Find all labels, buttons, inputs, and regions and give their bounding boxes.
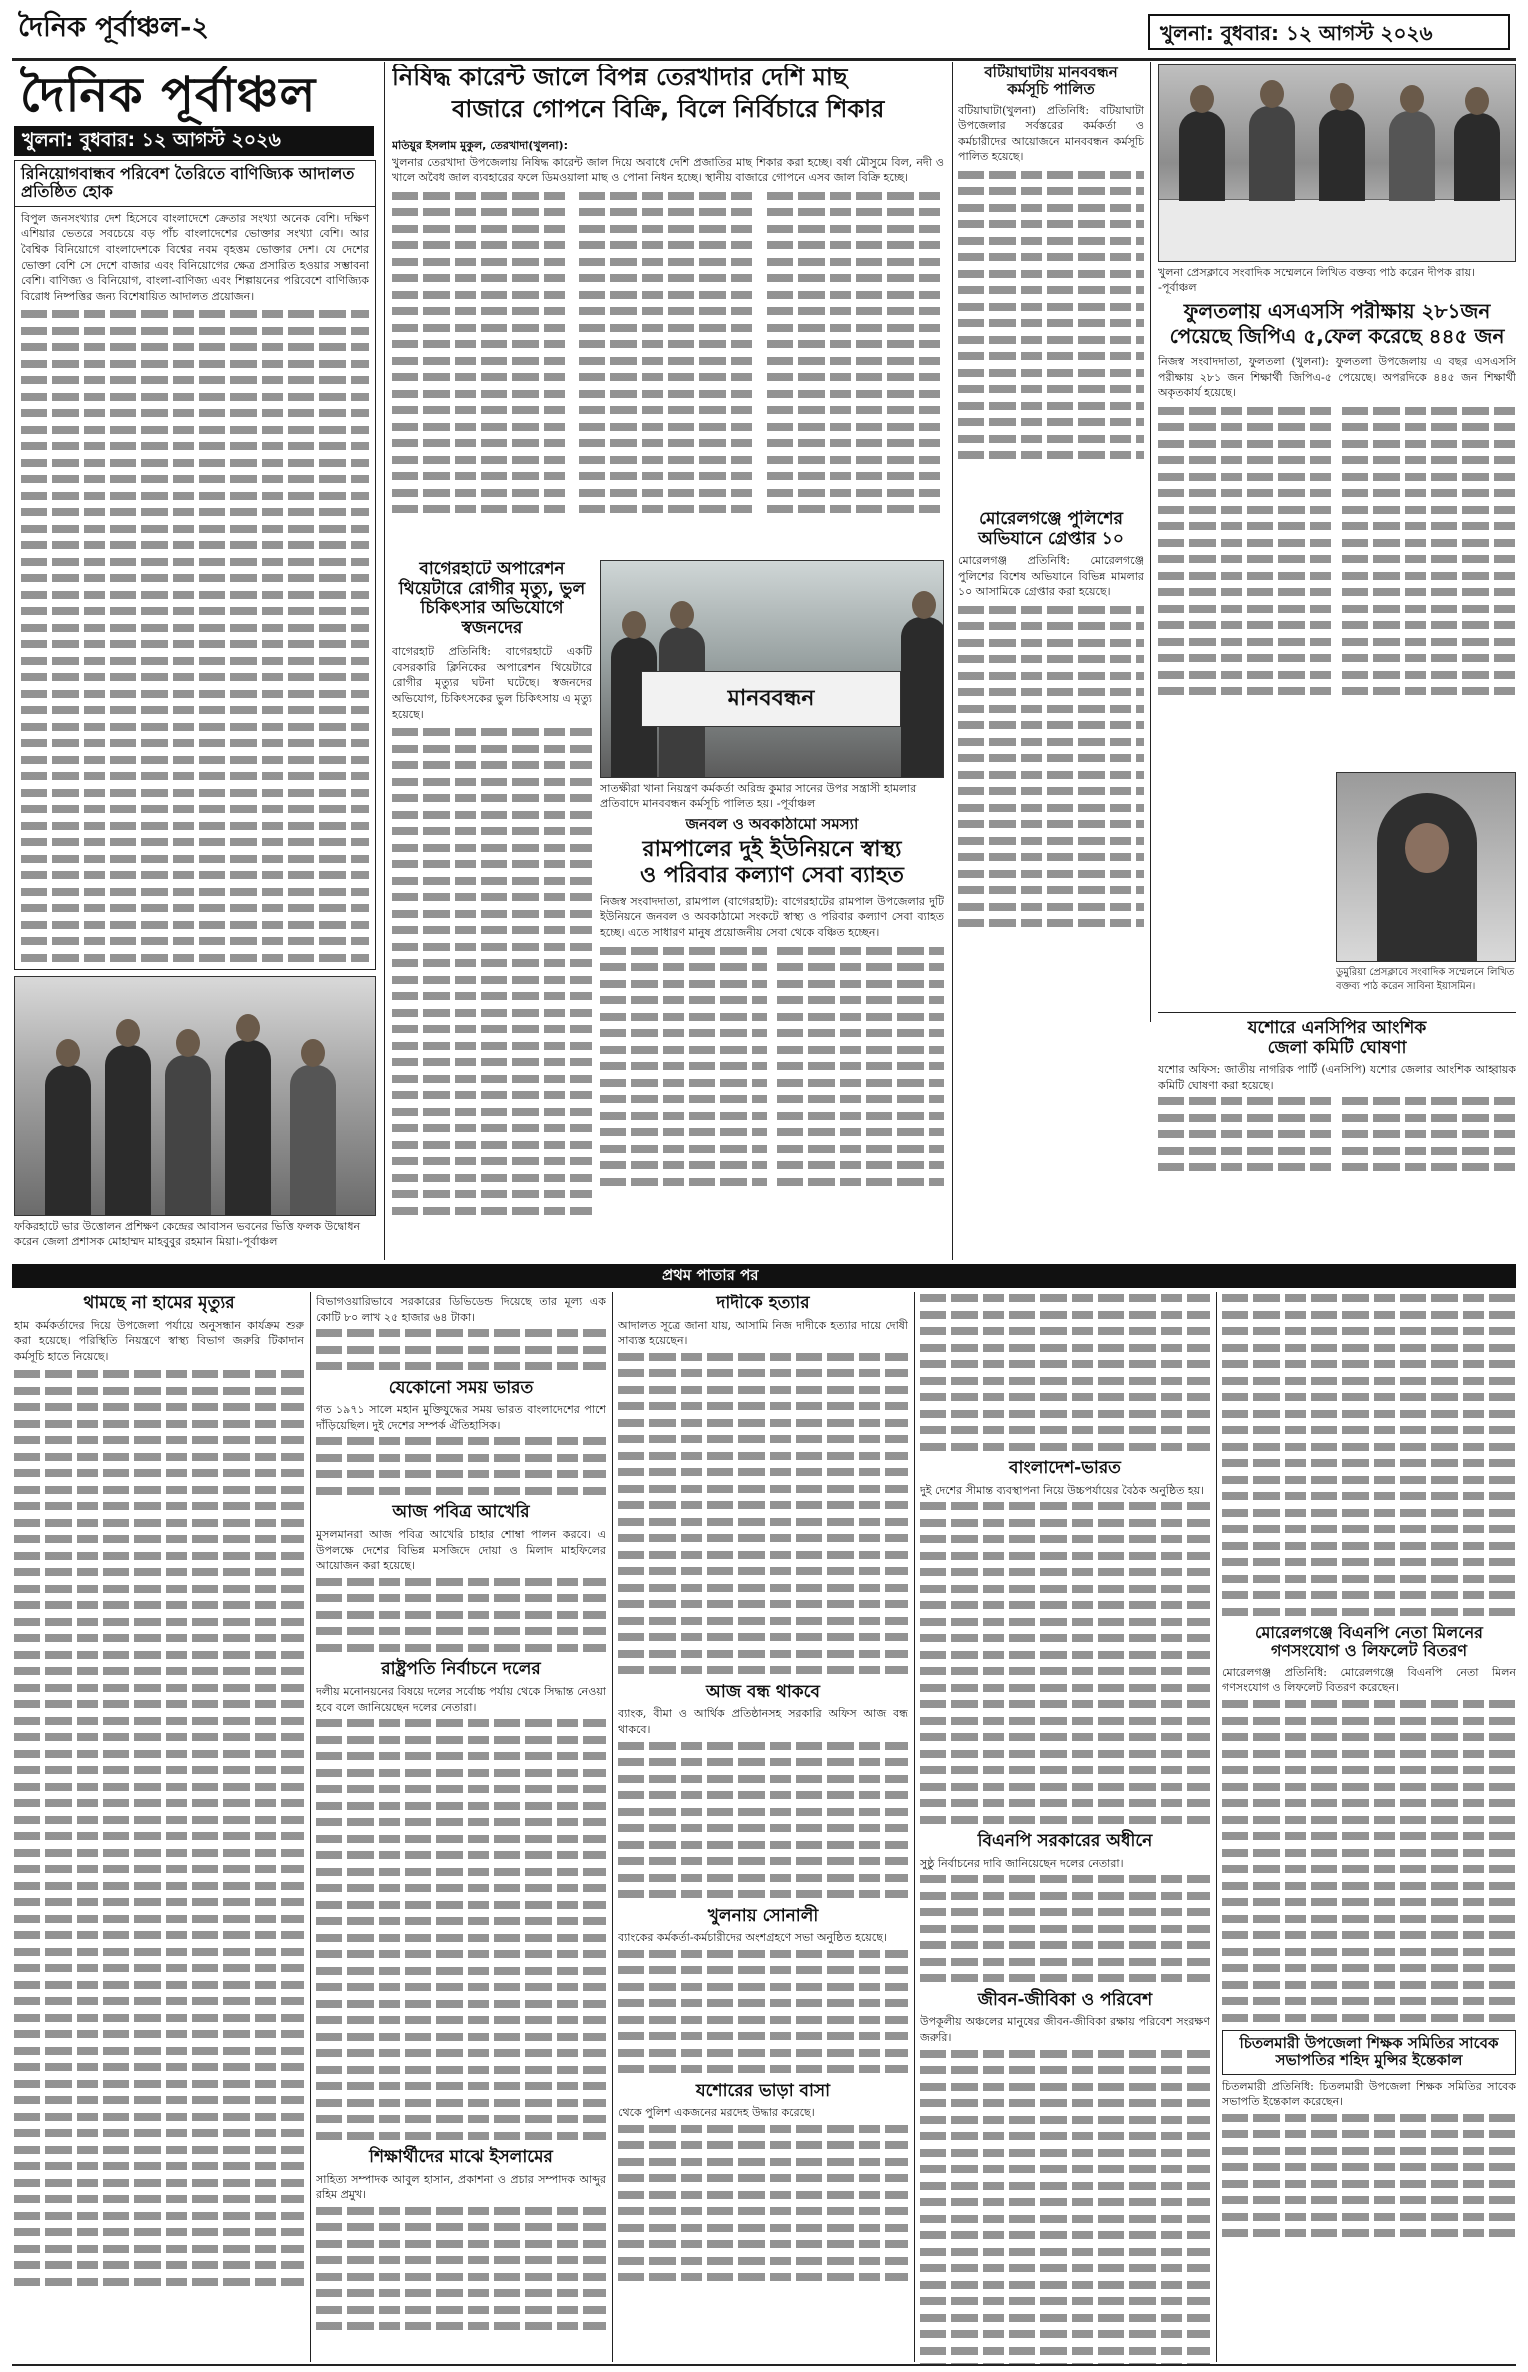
c3-body: মুসলমানরা আজ পবিত্র আখেরি চাহার শোম্বা পালন করবে। এ উপলক্ষে দেশের বিভিন্ন মসজিদে দোয়া ও মিলাদ মাহফিলের আয়োজন করা হয়েছে। (316, 1528, 606, 1573)
ncp-title-2: জেলা কমিটি ঘোষণা (1267, 1037, 1407, 1058)
bottom-rule-3 (914, 1292, 915, 2362)
morelganj-text-lines (958, 606, 1144, 928)
c8-title: খুলনায় সোনালী (707, 1905, 819, 1926)
col-rule-2 (952, 62, 953, 1260)
c10-body: দুই দেশের সীমান্ত ব্যবস্থাপনা নিয়ে উচ্চপর্যায়ের বৈঠক অনুষ্ঠিত হয়। (920, 1483, 1205, 1497)
header-date-box (1148, 14, 1510, 50)
logo-date-bar (14, 126, 374, 156)
lead-title-2: বাজারে গোপনে বিক্রি, বিলে নির্বিচারে শিকার (452, 94, 885, 123)
human-chain-caption: সাতক্ষীরা খানা নিয়ন্ত্রণ কর্মকর্তা অরিন্দ্র কুমার সানের উপর সন্ত্রাসী হামলার প্রতিবাদে মানববন্ধন কর্মসূচি পালিত হয়। -পূর্বাঞ্চল (600, 782, 917, 810)
c14-body: চিতলমারী প্রতিনিধি: চিতলমারী উপজেলা শিক্ষক সমিতির সাবেক সভাপতি ইন্তেকাল করেছেন। (1222, 2079, 1516, 2109)
c11-text-lines (920, 1875, 1210, 1982)
c2a-body: বিভাগওয়ারিভাবে সরকারের ডিভিডেন্ড দিয়েছে তার মূল্য এক কোটি ৮০ লাখ ২৫ হাজার ৬৪ টাকা। (316, 1295, 606, 1324)
jump-bar (12, 1264, 1516, 1288)
c14-box (1222, 2030, 1516, 2075)
logo-block (14, 66, 374, 156)
banner-text: মানববন্ধন (727, 686, 815, 711)
c9-body: থেকে পুলিশ একজনের মরদেহ উদ্ধার করেছে। (618, 2106, 815, 2120)
c10-pre-lines (920, 1294, 1210, 1451)
bagerhat-text-lines (392, 728, 592, 1215)
top-strip (0, 0, 1528, 58)
c8-body: ব্যাংকের কর্মকর্তা-কর্মচারীদের অংশগ্রহণে সভা অনুষ্ঠিত হয়েছে। (618, 1931, 887, 1945)
bagerhat-title-3: চিকিৎসার অভিযোগে স্বজনদের (420, 598, 564, 638)
c9-title: যশোরের ভাড়া বাসা (695, 2080, 831, 2101)
c12-body: উপকূলীয় অঞ্চলের মানুষের জীবন-জীবিকা রক্ষায় পরিবেশ সংরক্ষণ জরুরি। (920, 2015, 1210, 2044)
c2-body: গত ১৯৭১ সালে মহান মুক্তিযুদ্ধের সময় ভারত বাংলাদেশের পাশে দাঁড়িয়েছিল। দুই দেশের সম্পর্ক ঐতিহাসিক। (316, 1403, 606, 1432)
c11-body: সুষ্ঠু নির্বাচনের দাবি জানিয়েছেন দলের নেতারা। (920, 1856, 1124, 1870)
c1-title: থামছে না হামের মৃত্যুর (83, 1294, 235, 1313)
bottom-rule (12, 2364, 1516, 2366)
c5-text-lines (316, 2207, 606, 2331)
c3-text-lines (316, 1578, 606, 1652)
c7-text-lines (618, 1742, 908, 1899)
c14-title-2: সভাপতির শহিদ মুন্সির ইন্তেকাল (1275, 2051, 1463, 2070)
batiaghata-story (958, 64, 1144, 504)
ramupal-story (600, 816, 944, 1260)
ramupal-kicker: জনবল ও অবকাঠামো সমস্যা (685, 816, 859, 833)
editorial-text-lines (15, 304, 375, 962)
bagerhat-body: বাগেরহাট প্রতিনিধি: বাগেরহাটে একটি বেসরকারি ক্লিনিকের অপারেশন থিয়েটারে রোগীর মৃত্যুর ঘটনা ঘটেছে। স্বজনদের অভিযোগ, চিকিৎসকের ভুল চিকিৎসায় এ মৃত্যু হয়েছে। (392, 645, 592, 721)
ncp-text-lines (1158, 1097, 1516, 1180)
jump-bar-label: প্রথম পাতার পর (662, 1266, 759, 1284)
woman-figure (1377, 793, 1477, 962)
morelganj-title-2: অভিযানে গ্রেপ্তার ১০ (978, 528, 1124, 549)
top-rule (12, 58, 1516, 61)
c2-title: যেকোনো সময় ভারত (388, 1377, 534, 1398)
c13-text-lines (1222, 1700, 1516, 2022)
human-chain-banner (641, 671, 901, 727)
jessore-ncp-story (1158, 1012, 1516, 1260)
phultala-body: নিজস্ব সংবাদদাতা, ফুলতলা (খুলনা): ফুলতলা উপজেলায় এ বছর এসএসসি পরীক্ষায় ২৮১ জন শিক্ষার্থী জিপিএ-৫ পেয়েছে। অপরদিকে ৪৪৫ জন শিক্ষার্থী অকৃতকার্য হয়েছে। (1158, 355, 1516, 400)
bagerhat-title-2: থিয়েটারে রোগীর মৃত্যু, ভুল (398, 578, 586, 599)
c5-body: সাহিত্য সম্পাদক আবুল হাসান, প্রকাশনা ও প্রচার সম্পাদক আব্দুর রহিম প্রমুখ। (316, 2172, 606, 2202)
lead-story (392, 140, 944, 550)
c1-body: হাম কর্মকর্তাদের দিয়ে উপজেলা পর্যায়ে অনুসন্ধান কার্যক্রম শুরু করা হয়েছে। পরিস্থিতি নিয়ন্ত্রণে স্বাস্থ্য বিভাগ জরুরি টিকাদান কর্মসূচি হাতে নিয়েছে। (14, 1318, 304, 1363)
c4-body: দলীয় মনোনয়নের বিষয়ে দলের সর্বোচ্চ পর্যায় থেকে সিদ্ধান্ত নেওয়া হবে বলে জানিয়েছেন দলের নেতারা। (316, 1684, 606, 1714)
c13-title: মোরেলগঞ্জে বিএনপি নেতা মিলনের (1255, 1623, 1483, 1642)
newspaper-logo: দৈনিক পূর্বাঞ্চল (20, 67, 317, 123)
editorial-body: বিপুল জনসংখ্যার দেশ হিসেবে বাংলাদেশে ক্রেতার সংখ্যা অনেক বেশি। দক্ষিণ এশিয়ার ভেতরে সবচেয়ে বড় পাঁচ বাংলাদেশের ভোক্তার সংখ্যা বেশি। আর বৈশ্বিক বিনিয়োগে বাংলাদেশকে বিশ্বের নবম বৃহত্তম ভোক্তার দেশ। যে দেশের ভোক্তা বেশি সে দেশে বাজার এবং বিনিয়োগের ক্ষেত্র প্রসারিত হওয়ার সম্ভাবনা বেশি। বাণিজ্য ও বিনিয়োগ, বাংলা-বাণিজ্য এবং শিল্পায়নের পরিবেশে বাণিজ্যিক বিরোধ নিষ্পত্তির জন্য বিশেষায়িত আদালত প্রয়োজন। (21, 211, 369, 303)
col-rule-1 (384, 62, 385, 1260)
human-chain-photo (600, 560, 944, 778)
fakirhat-caption: ফকিরহাটে ভার উত্তোলন প্রশিক্ষণ কেন্দ্রের আবাসন ভবনের ভিত্তি ফলক উদ্বোধন করেন জেলা প্রশাসক মোহাম্মদ মাহবুবুর রহমান মিয়া।-পূর্বাঞ্চল (14, 1220, 361, 1248)
lead-title-1: নিষিদ্ধ কারেন্ট জালে বিপন্ন তেরখাদার দেশি মাছ (392, 64, 848, 91)
c10-text-lines (920, 1502, 1210, 1824)
c13-title-2: গণসংযোগ ও লিফলেট বিতরণ (1270, 1641, 1468, 1661)
batiaghata-title-1: বটিয়াঘাটায় মানববন্ধন (984, 64, 1118, 81)
c6-body: আদালত সূত্রে জানা যায়, আসামি নিজ দাদীকে হত্যার দায়ে দোষী সাব্যস্ত হয়েছেন। (618, 1318, 908, 1348)
c6-title: দাদীকে হত্যার (716, 1294, 810, 1313)
woman-photo (1336, 772, 1516, 962)
logo-date: খুলনা: বুধবার: ১২ আগস্ট ২০২৬ (22, 129, 281, 151)
batiaghata-title-2: কর্মসূচি পালিত (1007, 80, 1095, 99)
c1-text-lines (14, 1370, 304, 2286)
c2-text-lines (316, 1437, 606, 1495)
press-caption: খুলনা প্রেসক্লাবে সংবাদিক সম্মেলনে লিখিত বক্তব্য পাঠ করেন দীপক রায়। -পূর্বাঞ্চল (1158, 266, 1475, 294)
c13-body: মোরেলগঞ্জ প্রতিনিধি: মোরেলগঞ্জে বিএনপি নেতা মিলন গণসংযোগ ও লিফলেট বিতরণ করেছেন। (1222, 1665, 1516, 1695)
header-date: খুলনা: বুধবার: ১২ আগস্ট ২০২৬ (1160, 21, 1433, 45)
c10-title: বাংলাদেশ-ভারত (1009, 1458, 1121, 1478)
lead-byline: মতিয়ুর ইসলাম মুকুল, তেরখাদা(খুলনা): (392, 140, 568, 152)
morelganj-police-story (958, 510, 1144, 1010)
c4-text-lines (316, 1719, 606, 2140)
press-table (1159, 199, 1516, 261)
morelganj-title-1: মোরেলগঞ্জে পুলিশের (979, 510, 1123, 529)
lead-headline-box (392, 64, 944, 134)
continued-col-4 (920, 1294, 1210, 2364)
bottom-rule-1 (310, 1292, 311, 2362)
c12-title: জীবন-জীবিকা ও পরিবেশ (977, 1989, 1153, 2010)
continued-col-1 (14, 1294, 304, 2364)
woman-face (1405, 823, 1449, 873)
ncp-title-1: যশোরে এনসিপির আংশিক (1247, 1018, 1427, 1038)
c12-text-lines (920, 2050, 1210, 2364)
ramupal-text-lines (600, 947, 944, 1195)
ramupal-title-2: ও পরিবার কল্যাণ সেবা ব্যাহত (640, 862, 904, 888)
phultala-title-2: পেয়েছে জিপিএ ৫,ফেল করেছে ৪৪৫ জন (1169, 324, 1505, 348)
editorial-title: রিনিয়োগবান্ধব পরিবেশ তৈরিতে বাণিজ্যিক আদালত প্রতিষ্ঠিত হোক (15, 161, 375, 207)
morelganj-body: মোরেলগঞ্জ প্রতিনিধি: মোরেলগঞ্জে পুলিশের বিশেষ অভিযানে বিভিন্ন মামলার ১০ আসামিকে গ্রেপ্তার করা হয়েছে। (958, 554, 1144, 599)
ramupal-title-1: রামপালের দুই ইউনিয়নে স্বাস্থ্য (642, 837, 902, 863)
continued-col-5 (1222, 1294, 1516, 2364)
col-rule-3 (1150, 62, 1151, 1022)
c3-title: আজ পবিত্র আখেরি (392, 1502, 530, 1523)
fakirhat-photo (14, 976, 376, 1216)
c11-title: বিএনপি সরকারের অধীনে (977, 1831, 1153, 1852)
ncp-body: যশোর অফিস: জাতীয় নাগরিক পার্টি (এনসিপি) যশোর জেলার আংশিক আহ্বায়ক কমিটি ঘোষণা করা হয়েছে। (1158, 1063, 1516, 1092)
bagerhat-story (392, 560, 592, 1260)
lead-body: খুলনার তেরখাদা উপজেলায় নিষিদ্ধ কারেন্ট জাল দিয়ে অবাধে দেশি প্রজাতির মাছ শিকার করা হচ্ছে। বর্ষা মৌসুমে বিল, নদী ও খালে অবৈধ জাল ব্যবহারের ফলে ডিমওয়ালা মাছ ও পোনা নিধন হচ্ছে। স্থানীয় বাজারে গোপনে এসব জাল বিক্রি হচ্ছে। (392, 155, 944, 185)
c5-title: শিক্ষার্থীদের মাঝে ইসলামের (369, 2147, 553, 2168)
c9-text-lines (618, 2125, 908, 2282)
c6-text-lines (618, 1353, 908, 1675)
phultala-text-lines (1158, 407, 1516, 704)
press-conference-photo (1158, 64, 1516, 262)
c2a-text-lines (316, 1329, 606, 1370)
c13-pre-lines (1222, 1294, 1516, 1616)
c8-text-lines (618, 1950, 908, 2074)
c14-title: চিতলমারী উপজেলা শিক্ষক সমিতির সাবেক (1239, 2034, 1499, 2052)
c7-title: আজ বন্ধ থাকবে (706, 1681, 820, 1702)
batiaghata-body: বটিয়াঘাটা(খুলনা) প্রতিনিধি: বটিয়াঘাটা উপজেলার সর্বস্তরের কর্মকর্তা ও কর্মচারীদের আয়োজনে মানববন্ধন কর্মসূচি পালিত হয়েছে। (958, 103, 1144, 164)
bottom-rule-2 (612, 1292, 613, 2362)
continued-col-3 (618, 1294, 908, 2364)
continued-col-2 (316, 1294, 606, 2364)
woman-caption: ডুমুরিয়া প্রেসক্লাবে সংবাদিক সম্মেলনে লিখিত বক্তব্য পাঠ করেন সাবিনা ইয়াসমিন। (1336, 967, 1515, 992)
c14-text-lines (1222, 2114, 1516, 2238)
editorial (14, 160, 376, 970)
c4-title: রাষ্ট্রপতি নির্বাচনে দলের (381, 1659, 541, 1680)
bagerhat-title-1: বাগেরহাটে অপারেশন (419, 560, 565, 579)
c7-body: ব্যাংক, বীমা ও আর্থিক প্রতিষ্ঠানসহ সরকারি অফিস আজ বন্ধ থাকবে। (618, 1707, 908, 1736)
lead-text-lines (392, 192, 944, 522)
ramupal-body: নিজস্ব সংবাদদাতা, রামপাল (বাগেরহাট): বাগেরহাটের রামপাল উপজেলার দুটি ইউনিয়নে জনবল ও অবকাঠামো সংকটে স্বাস্থ্য ও পরিবার কল্যাণ সেবা ব্যাহত হচ্ছে। এতে সাধারণ মানুষ প্রয়োজনীয় সেবা থেকে বঞ্চিত হচ্ছেন। (600, 894, 944, 940)
bottom-rule-4 (1216, 1292, 1217, 2362)
batiaghata-text-lines (958, 171, 1144, 460)
phultala-title-1: ফুলতলায় এসএসসি পরীক্ষায় ২৮১জন (1183, 300, 1491, 323)
page-label: দৈনিক পূর্বাঞ্চল-২ (18, 12, 209, 43)
